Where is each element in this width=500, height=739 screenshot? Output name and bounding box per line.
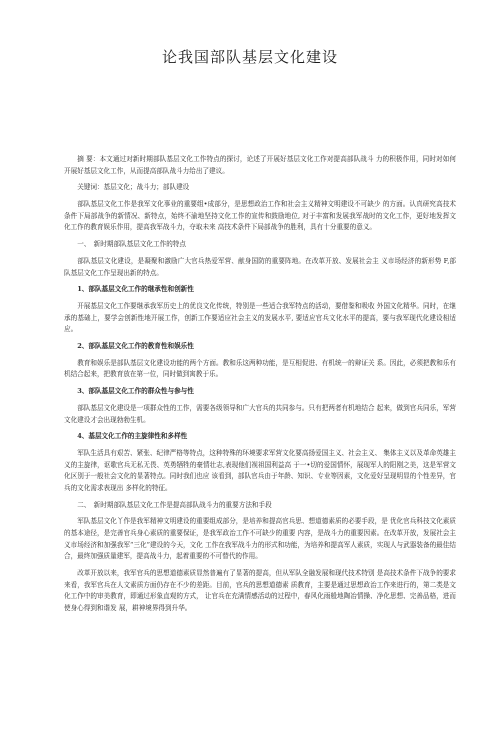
subsection-3-heading: 3、部队基层文化工作的群众性与参与性: [77, 387, 194, 396]
section-1-paragraph: 部队基层文化建设，是凝聚和激励广大官兵热爱军营、献身国防的重要阵地。在改革开放、发展社会主 义市场经济的新形势 F,部队基层文化工作呈现出新的特点。: [64, 256, 456, 277]
section-2-heading: 二、 新时期部队基层文化工作是提高部队战斗力的重要方法和手段: [77, 500, 272, 509]
section-1-heading: 一、 新时期部队基层文化工作的特点: [77, 240, 186, 249]
document-body: [64, 154, 456, 620]
keywords-line: 关键词：基层文化；战斗力；部队建设: [77, 183, 190, 192]
subsection-3-paragraph: 部队基层文化建设是一项群众性的工作，需要各级领导和广大官兵的共同参与。只有把两者有机地结合 起来，做到官兵同乐，军营文化建设才会出现勃勃生机。: [64, 403, 456, 424]
subsection-1-paragraph: 开展基层文化工作要继承我军历史上的优良文化传统，特别是一些适合我军特点的活动，要借鉴和吸收 外国文化精华。同时，在继承的基础上，要学会创新性地开展工作，创新工作要适应社会主义的发展水平, 要适应官兵文化水平的提高，要与我军现代化建设相适应。: [64, 302, 456, 334]
intro-paragraph: 部队基层文化工作是我军文化事业的重要组•成部分，是思想政治工作和社会主义精神文明建设不可缺少 的方面。认真研究高技术条件下局部战争的新情况、新特点，始终不渝地坚持文化工作的宣传和鼓励地位, 对于丰富和发展我军战时的文化工作，更好地发挥文化工作的教育娱乐作用，提高我军战斗力，夺取未来 高技术条件下局部战争的胜利，具有十分重要的意义。: [64, 200, 456, 232]
subsection-4-paragraph: 军队生活具有艰苦、紧张、纪律严格等特点，这种特殊的环境要求军营文化要高扬爱国主义、社会主义、 集体主义以及革命英雄主义的主旋律，讴歌官兵无私无畏、英勇牺牲的豪情壮志,表现他们视祖国利益高 于一•切的爱国情怀，展现军人的阳刚之美，这是军营文化区别于一般社会文化的显著特点。同时我们也应 该看到，部队官兵由于年龄、知识、专业等因素，文化爱好呈现明显的个性差异，官兵的文化需求表现出 多样化的特征。: [64, 449, 456, 492]
subsection-2-paragraph: 教育和娱乐是部队基层文化建设功能的两个方面。教和乐这两种功能，是互相促进、有机统一的辩证关 系。因此，必须把教和乐有机结合起来，把教育放在第一位，同时做到寓教于乐。: [64, 358, 456, 379]
subsection-4-heading: 4、基层文化工作的主旋律性和多样性: [77, 432, 188, 441]
subsection-2-heading: 2、部队基层文化工作的教育性和娱乐性: [77, 342, 194, 351]
section-2-paragraph-2: 改革开放以来，我军官兵的思想道德素质显然普遍有了显著的提高，但从军队全融发展和现代技术特别 是高技术条件下战争的要求来看，我军官兵在人文素质方面仍存在不少的差距。目前，官兵的思想道德素 质教育，主要是通过思想政治工作来进行的，第二类是文化工作中的审美教育，即通过形象直观的方式， 让官兵在充满情感活动的过程中，春风化雨般地陶冶情操、净化思想、完善品格，进而使身心得到和谐发 展，耕神境界得到升华。: [64, 569, 456, 612]
section-2-paragraph-1: 军队基层文化丫作是我军精神文明建设的重要组成部分，是培养和提高官兵思、想道德素质的必要手段，是 优化官兵科技文化素质的基本途径，是完善官兵身心素质的重要保证，是我军政治工作不可缺少的重要 内容，是战斗力的重要因素。在改革开放，发展社会主义市场经济和加强我军“三化”建设的今天，文化 工作在我军战斗力的形式和功能，为培养和提高军人素质，实现人与武器装备的最佳结合，最终加强质量建军，提高战斗力，起着重要的不可替代的作用。: [64, 517, 456, 561]
abstract-paragraph: 摘 要：本文通过对新时期部队基层文化工作特点的探讨，论述了开展好基层文化工作对提高部队战斗 力的积极作用，同时对如何开展好基层文化工作，从而提高部队战斗力给出了建议。: [64, 155, 456, 175]
document-title: 论我国部队基层文化建设: [161, 48, 338, 66]
subsection-1-heading: 1、部队基层文化工作的继承性和创新性: [77, 285, 194, 294]
